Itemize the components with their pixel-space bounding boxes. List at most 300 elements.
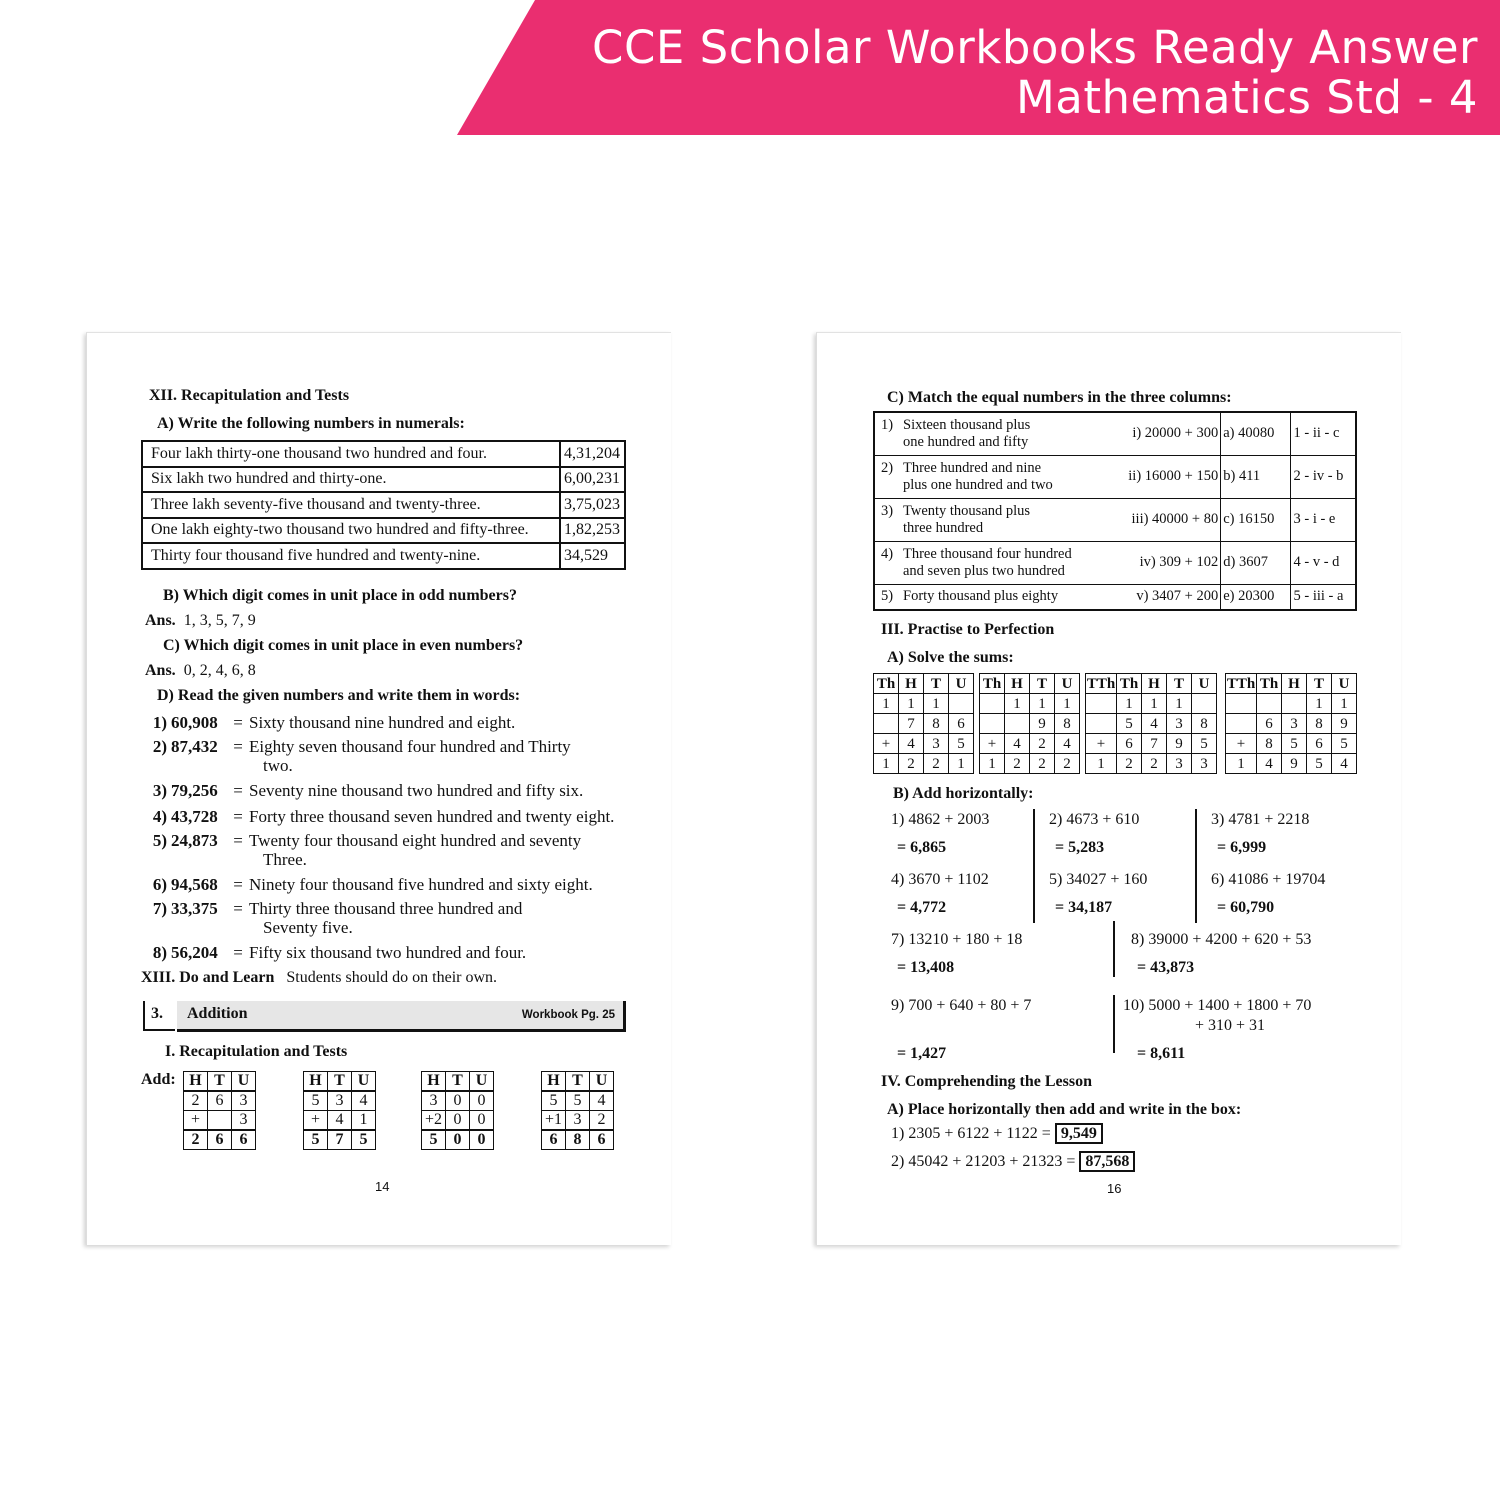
chapter-title-bar <box>177 1001 626 1032</box>
htu-cell: 4 <box>352 1091 376 1111</box>
carry-cell: 1 <box>1117 694 1142 714</box>
section-heading-xii: XII. Recapitulation and Tests <box>149 387 350 404</box>
page-number: 14 <box>375 1179 390 1194</box>
number-value: 3,75,023 <box>560 492 625 518</box>
numerals-row <box>142 441 625 467</box>
horizontal-sum-answer: = 8,611 <box>1137 1045 1186 1062</box>
column-header-cell: U <box>1332 674 1357 694</box>
given-number: 33,375 <box>171 899 218 918</box>
answer-b-text: 1, 3, 5, 7, 9 <box>183 612 256 629</box>
answer-c <box>145 662 256 680</box>
section-heading-iii: III. Practise to Perfection <box>881 621 1055 638</box>
match-text-line1: Sixteen thousand plus <box>903 416 1031 433</box>
horizontal-sum-question: 3) 4781 + 2218 <box>1211 811 1310 828</box>
carry-cell: 1 <box>1030 694 1055 714</box>
add-label: Add: <box>141 1071 176 1088</box>
match-column-2: iv) 309 + 102 <box>1107 541 1221 584</box>
match-column-1 <box>874 412 1107 455</box>
number-value: 1,82,253 <box>560 518 625 544</box>
carry-cell <box>949 694 974 714</box>
htu-cell: 5 <box>542 1091 566 1111</box>
htu-header-cell: U <box>232 1072 256 1092</box>
htu-header-cell: U <box>470 1072 494 1092</box>
column-header-cell: T <box>1167 674 1192 694</box>
addend-cell: 9 <box>1332 714 1357 734</box>
horizontal-sum-question: 1) 4862 + 2003 <box>891 811 990 828</box>
match-text-line2: three hundred <box>903 519 984 536</box>
number-words-continued: Three. <box>263 850 307 869</box>
htu-cell: 0 <box>470 1091 494 1111</box>
htu-cell: 4 <box>590 1091 614 1111</box>
carry-row <box>980 694 1080 714</box>
match-row <box>874 498 1356 541</box>
divider <box>1195 809 1197 923</box>
result-cell: 4 <box>1332 754 1357 774</box>
carry-row <box>874 694 974 714</box>
htu-header-cell: T <box>446 1072 470 1092</box>
htu-sum-grid <box>421 1071 494 1150</box>
item-number: 6) <box>152 875 167 894</box>
chapter-number-box <box>143 1001 175 1031</box>
addend-cell: 3 <box>924 734 949 754</box>
given-number: 60,908 <box>171 713 218 732</box>
item-number: 2) <box>881 459 894 476</box>
numerals-row <box>142 492 625 518</box>
plus-sign: + <box>1226 734 1257 754</box>
htu-cell: +1 <box>542 1111 566 1131</box>
match-row <box>874 412 1356 455</box>
horizontal-sum-question: 8) 39000 + 4200 + 620 + 53 <box>1131 931 1312 948</box>
htu-cell: 1 <box>352 1111 376 1131</box>
htu-result-row <box>304 1130 376 1150</box>
result-cell: 3 <box>1192 754 1217 774</box>
htu-result-cell: 6 <box>232 1130 256 1150</box>
htu-result-cell: 6 <box>208 1130 232 1150</box>
match-column-3: a) 40080 <box>1221 412 1291 455</box>
addend-cell: 8 <box>1257 734 1282 754</box>
match-text <box>877 588 1105 605</box>
item-number: 2) <box>152 737 167 756</box>
addend-cell <box>1226 714 1257 734</box>
horizontal-sum-answer: = 60,790 <box>1217 899 1275 916</box>
column-sum-header <box>1226 674 1357 694</box>
number-words: Three lakh seventy-five thousand and twenty-three. <box>142 492 560 518</box>
column-header-cell: TTh <box>1086 675 1116 692</box>
htu-sum-grid <box>183 1071 256 1150</box>
column-header-cell: H <box>899 674 924 694</box>
question-d: D) Read the given numbers and write them in words: <box>157 687 521 704</box>
match-column-2: iii) 40000 + 80 <box>1107 498 1221 541</box>
number-words: Six lakh two hundred and thirty-one. <box>142 467 560 493</box>
result-cell: 1 <box>980 754 1005 774</box>
page-number: 16 <box>1107 1181 1122 1196</box>
result-cell: 2 <box>1005 754 1030 774</box>
htu-header-cell: H <box>422 1072 446 1092</box>
item-number: 7) <box>152 899 167 918</box>
match-answer: 2 - iv - b <box>1291 455 1356 498</box>
question-a-solve: A) Solve the sums: <box>887 649 1014 666</box>
horizontal-sum-question: 5) 34027 + 160 <box>1049 871 1148 888</box>
htu-result-row <box>542 1130 614 1150</box>
equals-sign: = <box>233 899 243 918</box>
equals-sign: = <box>233 781 243 800</box>
question-a-place: A) Place horizontally then add and write in the box: <box>887 1101 1242 1118</box>
htu-sum-grid <box>303 1071 376 1150</box>
plus-sign: + <box>980 734 1005 754</box>
addend-cell: 5 <box>1282 734 1307 754</box>
number-in-words-row <box>145 899 522 919</box>
htu-cell: 3 <box>232 1111 256 1131</box>
addend-cell: 6 <box>1257 714 1282 734</box>
result-cell: 1 <box>1086 754 1117 774</box>
htu-cell: 0 <box>446 1111 470 1131</box>
addend-cell: 6 <box>1117 734 1142 754</box>
htu-result-cell: 5 <box>422 1130 446 1150</box>
carry-cell <box>980 694 1005 714</box>
addend-cell <box>1005 714 1030 734</box>
addend-row <box>1086 714 1217 734</box>
equals-sign: = <box>233 807 243 826</box>
item-number: 8) <box>152 943 167 962</box>
htu-cell: 3 <box>328 1091 352 1111</box>
place-row-1 <box>891 1125 1103 1143</box>
match-column-2: ii) 16000 + 150 <box>1107 455 1221 498</box>
question-b: B) Which digit comes in unit place in odd numbers? <box>163 587 517 604</box>
equals-sign: = <box>233 831 243 850</box>
addend-cell: 2 <box>1030 734 1055 754</box>
chapter-title: Addition <box>187 1005 248 1022</box>
match-text <box>877 417 1105 434</box>
match-text-line2: and seven plus two hundred <box>903 562 1065 579</box>
htu-result-cell: 5 <box>304 1130 328 1150</box>
htu-header-row <box>542 1072 614 1092</box>
addend-row <box>980 714 1080 734</box>
htu-cell: 4 <box>328 1111 352 1131</box>
item-number: 5) <box>881 588 894 605</box>
horizontal-sum-question: 6) 41086 + 19704 <box>1211 871 1326 888</box>
place-answer-box: 87,568 <box>1079 1151 1135 1172</box>
result-cell: 3 <box>1167 754 1192 774</box>
result-cell: 1 <box>1226 754 1257 774</box>
htu-cell: 0 <box>470 1111 494 1131</box>
horizontal-sum-question-cont: + 310 + 31 <box>1195 1017 1266 1034</box>
match-text <box>877 503 1105 520</box>
htu-header-row <box>304 1072 376 1092</box>
htu-cell: 0 <box>446 1091 470 1111</box>
number-words: Thirty four thousand five hundred and twenty-nine. <box>142 543 560 569</box>
number-words-text: Thirty three thousand three hundred and <box>249 899 523 918</box>
match-answer: 4 - v - d <box>1291 541 1356 584</box>
carry-cell <box>1282 694 1307 714</box>
equals-sign: = <box>233 713 243 732</box>
result-row <box>980 754 1080 774</box>
column-header-cell: Th <box>980 674 1005 694</box>
htu-cell <box>208 1111 232 1131</box>
match-text-line1: Three thousand four hundred <box>903 545 1072 562</box>
htu-header-cell: T <box>328 1072 352 1092</box>
question-a: A) Write the following numbers in numerals: <box>157 415 465 432</box>
carry-row <box>1226 694 1357 714</box>
match-column-3: c) 16150 <box>1221 498 1291 541</box>
result-row <box>1086 754 1217 774</box>
htu-header-cell: T <box>566 1072 590 1092</box>
addend-cell: 7 <box>1142 734 1167 754</box>
htu-cell: 3 <box>232 1091 256 1111</box>
htu-result-cell: 2 <box>184 1130 208 1150</box>
given-number: 24,873 <box>171 831 218 850</box>
item-number: 3) <box>881 502 894 519</box>
chapter-workbook-ref: Workbook Pg. 25 <box>521 1009 615 1021</box>
horizontal-sum-question: 2) 4673 + 610 <box>1049 811 1140 828</box>
horizontal-sum-answer: = 6,999 <box>1217 839 1267 856</box>
given-number: 43,728 <box>171 807 218 826</box>
htu-row <box>184 1091 256 1111</box>
carry-cell: 1 <box>1005 694 1030 714</box>
addend-row <box>874 714 974 734</box>
horizontal-sum-question: 10) 5000 + 1400 + 1800 + 70 <box>1123 997 1312 1014</box>
column-sum-header <box>874 674 974 694</box>
match-text <box>877 460 1105 477</box>
htu-row <box>304 1091 376 1111</box>
column-sum-grid <box>979 673 1080 774</box>
match-column-1 <box>874 541 1107 584</box>
htu-header-cell: H <box>542 1072 566 1092</box>
equals-sign: = <box>233 737 243 756</box>
number-in-words-row <box>145 807 614 827</box>
addend-cell: 6 <box>949 714 974 734</box>
addend-cell: 4 <box>1055 734 1080 754</box>
question-c: C) Which digit comes in unit place in even numbers? <box>163 637 524 654</box>
htu-row <box>542 1111 614 1131</box>
column-header-cell: Th <box>874 674 899 694</box>
htu-row <box>184 1111 256 1131</box>
addend-cell <box>1086 714 1117 734</box>
htu-result-cell: 6 <box>542 1130 566 1150</box>
match-answer: 3 - i - e <box>1291 498 1356 541</box>
carry-cell: 1 <box>1167 694 1192 714</box>
carry-cell: 1 <box>1332 694 1357 714</box>
horizontal-sum-answer: = 43,873 <box>1137 959 1195 976</box>
addend-row <box>1226 734 1357 754</box>
answer-label: Ans. <box>145 662 176 679</box>
numerals-row <box>142 543 625 569</box>
column-header-cell: U <box>1192 674 1217 694</box>
column-header-cell: H <box>1005 674 1030 694</box>
horizontal-sum-answer: = 13,408 <box>897 959 955 976</box>
match-column-3: e) 20300 <box>1221 584 1291 610</box>
horizontal-sum-question: 9) 700 + 640 + 80 + 7 <box>891 997 1032 1014</box>
match-column-2: i) 20000 + 300 <box>1107 412 1221 455</box>
htu-header-cell: T <box>208 1072 232 1092</box>
chapter-number: 3. <box>151 1005 163 1022</box>
htu-sum-grid <box>541 1071 614 1150</box>
given-number: 79,256 <box>171 781 218 800</box>
result-cell: 1 <box>874 754 899 774</box>
number-in-words-row <box>145 781 583 801</box>
column-header-cell: T <box>1307 674 1332 694</box>
htu-cell: 6 <box>208 1091 232 1111</box>
addend-cell: 9 <box>1030 714 1055 734</box>
htu-cell: + <box>184 1111 208 1131</box>
match-text-line1: Forty thousand plus eighty <box>903 588 1059 605</box>
htu-header-row <box>184 1072 256 1092</box>
question-c-match: C) Match the equal numbers in the three columns: <box>887 389 1232 406</box>
column-header-cell: H <box>1282 674 1307 694</box>
number-value: 6,00,231 <box>560 467 625 493</box>
number-words-continued: two. <box>263 756 293 775</box>
addend-cell: 8 <box>1307 714 1332 734</box>
number-in-words-row <box>145 713 515 733</box>
match-text-line1: Three hundred and nine <box>903 459 1042 476</box>
match-text-line1: Twenty thousand plus <box>903 502 1031 519</box>
number-words: Four lakh thirty-one thousand two hundred and four. <box>142 441 560 467</box>
match-row <box>874 584 1356 610</box>
given-number: 56,204 <box>171 943 218 962</box>
match-text <box>877 546 1105 563</box>
htu-header-cell: H <box>304 1072 328 1092</box>
place-question: 1) 2305 + 6122 + 1122 = <box>891 1125 1051 1142</box>
column-sum-grid <box>873 673 974 774</box>
addend-cell: 8 <box>924 714 949 734</box>
workbook-page-14 <box>86 332 671 1245</box>
column-header-cell: U <box>949 674 974 694</box>
carry-cell <box>1086 694 1117 714</box>
addend-cell: 9 <box>1167 734 1192 754</box>
carry-row <box>1086 694 1217 714</box>
match-column-3: d) 3607 <box>1221 541 1291 584</box>
column-sum-header <box>1086 674 1217 694</box>
place-answer-box: 9,549 <box>1055 1123 1103 1144</box>
number-words-text: Twenty four thousand eight hundred and seventy <box>249 831 582 850</box>
number-words-text: Ninety four thousand five hundred and sixty eight. <box>249 875 593 894</box>
item-number: 1) <box>152 713 167 732</box>
result-cell: 2 <box>1030 754 1055 774</box>
result-cell: 4 <box>1257 754 1282 774</box>
number-words-text: Eighty seven thousand four hundred and Thirty <box>249 737 571 756</box>
column-sum-grid <box>1225 673 1357 774</box>
addend-cell: 4 <box>1142 714 1167 734</box>
addend-row <box>1086 734 1217 754</box>
column-header-cell: T <box>1030 674 1055 694</box>
match-column-1 <box>874 498 1107 541</box>
carry-cell: 1 <box>1142 694 1167 714</box>
header-banner <box>0 0 1500 135</box>
place-question: 2) 45042 + 21203 + 21323 = <box>891 1153 1076 1170</box>
number-words-text: Sixty thousand nine hundred and eight. <box>249 713 516 732</box>
number-words: One lakh eighty-two thousand two hundred and fifty-three. <box>142 518 560 544</box>
result-cell: 1 <box>949 754 974 774</box>
addend-row <box>980 734 1080 754</box>
addend-cell: 4 <box>1005 734 1030 754</box>
carry-cell <box>1257 694 1282 714</box>
addend-cell: 6 <box>1307 734 1332 754</box>
equals-sign: = <box>233 875 243 894</box>
htu-row <box>422 1111 494 1131</box>
section-xiii-text: Students should do on their own. <box>286 969 498 986</box>
workbook-page-16 <box>816 332 1401 1245</box>
section-heading-i: I. Recapitulation and Tests <box>165 1043 348 1060</box>
horizontal-sum-answer: = 6,865 <box>897 839 947 856</box>
htu-result-cell: 5 <box>352 1130 376 1150</box>
htu-result-row <box>422 1130 494 1150</box>
match-column-1 <box>874 455 1107 498</box>
addend-row <box>874 734 974 754</box>
place-row-2 <box>891 1153 1135 1171</box>
addend-cell: 5 <box>949 734 974 754</box>
htu-cell: + <box>304 1111 328 1131</box>
number-in-words-row <box>145 875 593 895</box>
htu-cell: 5 <box>566 1091 590 1111</box>
htu-header-cell: H <box>184 1072 208 1092</box>
divider <box>1113 921 1115 977</box>
section-xiii <box>141 969 497 987</box>
htu-cell: 2 <box>184 1091 208 1111</box>
htu-result-row <box>184 1130 256 1150</box>
htu-result-cell: 0 <box>446 1130 470 1150</box>
addend-cell: 5 <box>1117 714 1142 734</box>
addend-cell: 3 <box>1282 714 1307 734</box>
htu-result-cell: 8 <box>566 1130 590 1150</box>
match-table <box>873 411 1357 611</box>
column-header-cell: Th <box>1117 674 1142 694</box>
match-row <box>874 455 1356 498</box>
column-header-cell: T <box>924 674 949 694</box>
match-answer: 5 - iii - a <box>1291 584 1356 610</box>
addend-cell: 4 <box>899 734 924 754</box>
addend-cell: 8 <box>1192 714 1217 734</box>
carry-cell <box>1226 694 1257 714</box>
horizontal-sum-question: 4) 3670 + 1102 <box>891 871 989 888</box>
htu-result-cell: 0 <box>470 1130 494 1150</box>
match-answer: 1 - ii - c <box>1291 412 1356 455</box>
htu-cell: 3 <box>422 1091 446 1111</box>
item-number: 1) <box>881 416 894 433</box>
numerals-table <box>141 440 626 570</box>
result-row <box>874 754 974 774</box>
numerals-row <box>142 518 625 544</box>
number-words-text: Forty three thousand seven hundred and twenty eight. <box>249 807 615 826</box>
result-cell: 2 <box>899 754 924 774</box>
number-in-words-row <box>145 831 581 851</box>
carry-cell: 1 <box>924 694 949 714</box>
result-cell: 2 <box>1142 754 1167 774</box>
banner-title-line1: CCE Scholar Workbooks Ready Answer <box>592 21 1478 74</box>
result-cell: 2 <box>1117 754 1142 774</box>
horizontal-sum-answer: = 34,187 <box>1055 899 1113 916</box>
htu-result-cell: 7 <box>328 1130 352 1150</box>
carry-cell <box>1192 694 1217 714</box>
htu-header-cell: U <box>590 1072 614 1092</box>
htu-cell: +2 <box>422 1111 446 1131</box>
number-words-text: Seventy nine thousand two hundred and fifty six. <box>249 781 584 800</box>
number-words-text: Fifty six thousand two hundred and four. <box>249 943 527 962</box>
result-cell: 2 <box>1055 754 1080 774</box>
number-in-words-row <box>145 943 526 963</box>
htu-result-cell: 6 <box>590 1130 614 1150</box>
htu-header-cell: U <box>352 1072 376 1092</box>
horizontal-sum-answer: = 5,283 <box>1055 839 1105 856</box>
addend-cell: 3 <box>1167 714 1192 734</box>
carry-cell: 1 <box>874 694 899 714</box>
carry-cell: 1 <box>1055 694 1080 714</box>
item-number: 4) <box>881 545 894 562</box>
htu-cell: 3 <box>566 1111 590 1131</box>
htu-cell: 2 <box>590 1111 614 1131</box>
carry-cell: 1 <box>899 694 924 714</box>
addend-cell: 7 <box>899 714 924 734</box>
match-text-line2: plus one hundred and two <box>903 476 1053 493</box>
result-cell: 5 <box>1307 754 1332 774</box>
